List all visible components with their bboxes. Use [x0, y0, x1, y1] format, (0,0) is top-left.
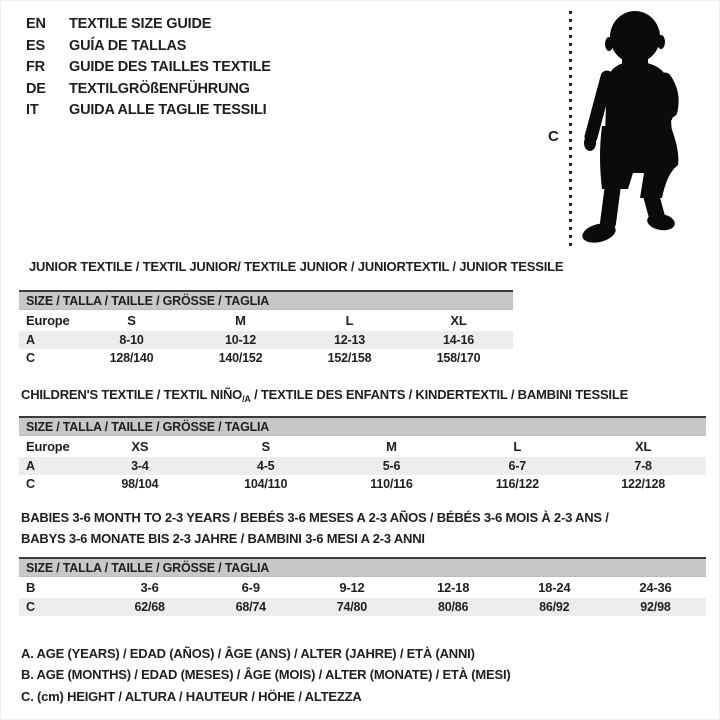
height-cell: 74/80 [336, 600, 368, 614]
height-measure-dotted-line [569, 11, 572, 251]
height-cell: 68/74 [235, 600, 266, 614]
age-cell: 10-12 [225, 333, 256, 347]
table-row [19, 349, 513, 367]
size-cell: M [235, 313, 246, 328]
legend-footnotes [21, 643, 511, 707]
language-label: TEXTILE SIZE GUIDE [69, 16, 212, 32]
age-cell: 3-4 [131, 459, 149, 473]
age-cell: 12-13 [334, 333, 365, 347]
table-row [19, 475, 706, 493]
age-cell: 8-10 [119, 333, 144, 347]
language-row-es [26, 36, 271, 58]
size-cell: S [127, 313, 136, 328]
babies-title-line2: BABYS 3-6 MONATE BIS 2-3 JAHRE / BAMBINI 3-6 MESI A 2-3 ANNI [21, 531, 425, 546]
height-cell: 128/140 [109, 351, 154, 365]
age-cell: 4-5 [256, 459, 275, 473]
age-cell: 3-6 [140, 580, 159, 595]
language-row-de [26, 79, 271, 101]
babies-table-title [21, 507, 609, 549]
age-cell: 14-16 [443, 333, 474, 347]
children-title-main: CHILDREN'S TEXTILE / TEXTIL NIÑO [21, 387, 243, 402]
height-cell: 152/158 [327, 351, 372, 365]
height-cell: 98/104 [121, 477, 159, 491]
height-cell: 62/68 [134, 600, 165, 614]
height-cell: 122/128 [621, 477, 665, 491]
junior-table-title: JUNIOR TEXTILE / TEXTIL JUNIOR/ TEXTILE JUNIOR / JUNIORTEXTIL / JUNIOR TESSILE [29, 259, 564, 274]
age-cell: 6-7 [508, 459, 527, 473]
size-cell: L [513, 439, 522, 454]
language-label: GUIDA ALLE TAGLIE TESSILI [69, 102, 267, 118]
row-label: B [26, 580, 36, 595]
size-cell: S [261, 439, 270, 454]
row-label: A [26, 459, 35, 473]
size-cell: XS [131, 439, 149, 454]
row-label: A [26, 333, 35, 347]
age-cell: 24-36 [639, 580, 672, 595]
height-cell: 116/122 [495, 477, 539, 491]
size-header-bar: SIZE / TALLA / TAILLE / GRÖSSE / TAGLIA [19, 292, 513, 310]
language-code: IT [26, 102, 39, 118]
language-code: FR [26, 59, 45, 75]
language-title-block [26, 14, 271, 122]
language-row-en [26, 14, 271, 36]
footnote-a: A. AGE (YEARS) / EDAD (AÑOS) / ÂGE (ANS) / ALTER (JAHRE) / ETÀ (ANNI) [21, 646, 475, 661]
language-row-fr [26, 57, 271, 79]
children-table-title [21, 387, 628, 404]
size-cell: M [386, 439, 397, 454]
children-title-rest: / TEXTILE DES ENFANTS / KINDERTEXTIL / BAMBINI TESSILE [250, 387, 629, 402]
height-cell: 140/152 [218, 351, 263, 365]
age-cell: 9-12 [339, 580, 365, 595]
table-row [19, 310, 513, 331]
age-cell: 12-18 [436, 580, 470, 595]
toddler-silhouette-icon [581, 1, 699, 251]
age-cell: 7-8 [634, 459, 652, 473]
junior-size-table [19, 290, 513, 367]
size-header-bar: SIZE / TALLA / TAILLE / GRÖSSE / TAGLIA [19, 559, 706, 577]
language-code: EN [26, 16, 46, 32]
height-cell: 158/170 [436, 351, 481, 365]
language-row-it [26, 100, 271, 122]
age-cell: 18-24 [538, 580, 571, 595]
table-row [19, 331, 513, 349]
size-cell: XL [634, 439, 652, 454]
footnote-b: B. AGE (MONTHS) / EDAD (MESES) / ÂGE (MOIS) / ALTER (MONATE) / ETÀ (MESI) [21, 667, 511, 683]
size-cell: XL [450, 313, 467, 328]
table-row [19, 457, 706, 475]
height-cell: 80/86 [437, 600, 469, 614]
row-label: C [26, 477, 35, 491]
language-label: GUIDE DES TAILLES TEXTILE [69, 59, 271, 75]
row-label: C [26, 600, 35, 614]
size-cell: L [345, 313, 354, 328]
row-label: Europe [26, 439, 70, 454]
age-cell: 6-9 [241, 580, 260, 595]
language-code: ES [26, 37, 45, 54]
height-cell: 86/92 [539, 600, 570, 614]
babies-size-table [19, 557, 706, 616]
babies-title-line1: BABIES 3-6 MONTH TO 2-3 YEARS / BEBÉS 3-6 MESES A 2-3 AÑOS / BÉBÉS 3-6 MOIS À 2-3 ANS / [21, 510, 609, 525]
height-cell: 104/110 [244, 477, 288, 491]
age-cell: 5-6 [382, 459, 401, 473]
row-label: Europe [26, 313, 70, 328]
height-cell: 92/98 [640, 600, 671, 614]
children-size-table [19, 416, 706, 493]
height-cell: 110/116 [370, 477, 413, 491]
height-measure-label: C [548, 128, 559, 145]
language-label: TEXTILGRÖßENFÜHRUNG [69, 80, 250, 97]
table-row [19, 436, 706, 457]
size-header-bar: SIZE / TALLA / TAILLE / GRÖSSE / TAGLIA [19, 418, 706, 436]
footnote-c: C. (cm) HEIGHT / ALTURA / HAUTEUR / HÖHE / ALTEZZA [21, 688, 362, 704]
language-code: DE [26, 80, 46, 97]
language-label: GUÍA DE TALLAS [69, 37, 187, 54]
table-row [19, 598, 706, 616]
row-label: C [26, 351, 35, 365]
children-title-subscript: /A [242, 394, 251, 404]
table-row [19, 577, 706, 598]
